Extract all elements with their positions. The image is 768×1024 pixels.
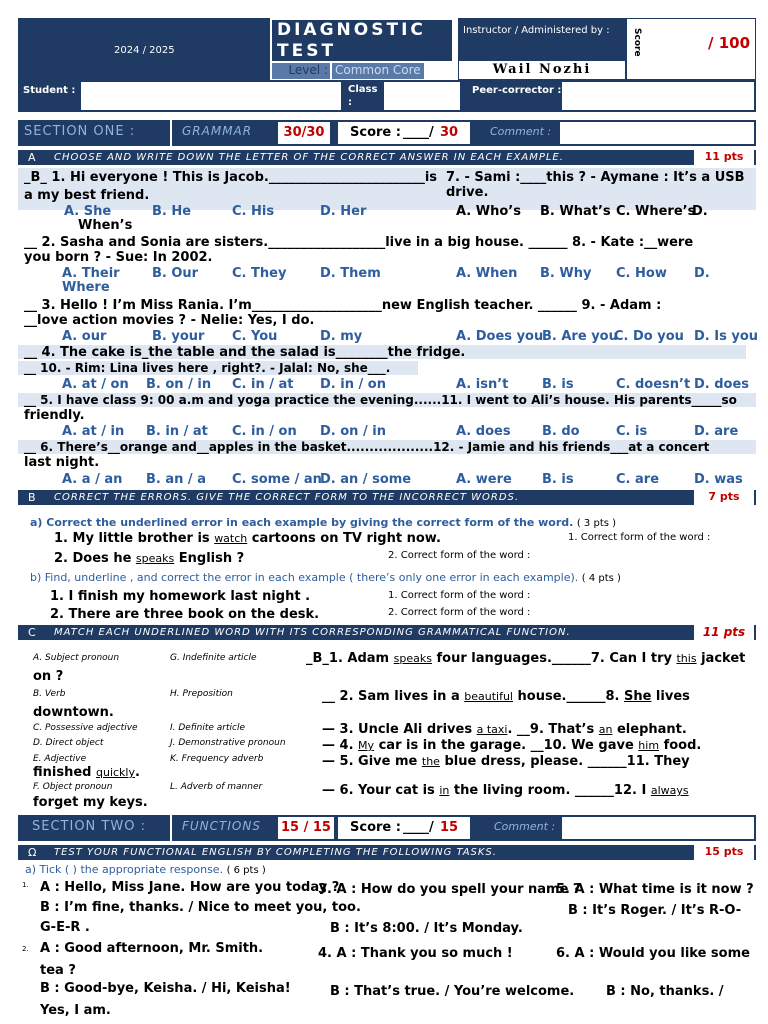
choice[interactable]: D. an / some [320,472,412,487]
match-sentence-text: food. [659,738,702,753]
b-b2-form[interactable]: 2. Correct form of the word : [388,607,531,618]
q3-text: __ 3. Hello ! I’m Miss Rania. I’m____________________new English teacher. ______ 9. - Adam : [24,298,662,313]
section-one-mark: 30/30 [278,122,330,144]
choice[interactable]: C. in / at [232,377,294,392]
match-sentence-text: lives [651,689,690,704]
choice[interactable] [320,204,366,219]
choice[interactable]: C. some / an [232,472,322,487]
part-b-b-pts: ( 4 pts ) [581,573,621,584]
score-label: Score [632,28,642,57]
part-b-letter: B [28,491,36,504]
section-two-score-blank: ____/ [403,820,434,835]
section-divider [170,815,172,841]
peer-corrector-label: Peer-corrector : [472,85,562,96]
test-title-line1: DIAGNOSTIC [272,20,452,41]
dialog-line: 3. A : How do you spell your name ? [318,882,581,897]
choice[interactable]: A. Their [62,266,120,281]
part-omega-a-label [25,863,266,876]
dialog-line: tea ? [40,963,76,978]
function-item: B. Verb [33,689,66,699]
section-one-comment: Comment : [490,125,552,138]
part-a-letter: A [28,151,36,164]
match-sentence-cont: downtown. [33,705,114,720]
dialog-number: 1. [22,881,29,889]
function-item: C. Possessive adjective [33,723,138,733]
match-sentence-text: _B_1. Adam [306,651,394,666]
b-a1 [54,531,441,546]
match-sentence-text: house.______8. [512,689,624,704]
choice[interactable]: B. He [152,204,192,219]
b-a2-form[interactable]: 2. Correct form of the word : [388,550,531,561]
response-option[interactable]: B : That’s true. / You’re welcome. [330,984,575,999]
choice[interactable]: B. do [542,424,580,439]
b-b2: 2. There are three book on the desk. [50,607,320,622]
match-underlined-word: him [638,739,660,752]
part-b-instruction: CORRECT THE ERRORS. GIVE THE CORRECT FORM TO THE INCORRECT WORDS. [54,492,520,503]
part-b-b-label [30,571,621,584]
choice[interactable]: D. Them [320,266,381,281]
student-input[interactable] [81,82,341,110]
b-a2-error: speaks [135,552,175,565]
choice[interactable]: C. They [232,266,287,281]
class-label: Class [348,84,378,95]
b-a2-post: English ? [174,551,245,566]
match-sentence-text: four languages.______7. Can I try [431,651,677,666]
dialog-line: 4. A : Thank you so much ! [318,946,513,961]
choice[interactable]: D. Is you [694,329,759,344]
q6-text-cont: last night. [24,455,100,470]
choice[interactable]: B. Why [540,266,592,281]
choice[interactable]: D. [692,204,708,219]
dialog-line: 6. A : Would you like some [556,946,750,961]
choice[interactable] [232,204,274,219]
section-one-name: GRAMMAR [182,124,253,138]
function-item: H. Preposition [170,689,233,699]
choice[interactable]: B. is [542,377,574,392]
b-a2 [54,551,244,566]
function-item: A. Subject pronoun [33,653,120,663]
choice[interactable]: A. When [456,266,518,281]
choice[interactable]: C. are [616,472,660,487]
q2-text: __ 2. Sasha and Sonia are sisters.__________________live in a big house. ______ 8. - Kate :__were [24,235,694,250]
choice[interactable]: D. in / on [320,377,386,392]
choice[interactable]: B. on / in [146,377,212,392]
choice[interactable]: B. in / at [146,424,208,439]
match-sentence-text: jacket [696,651,746,666]
choice[interactable]: A. does [456,424,511,439]
match-sentence-text: car is in the garage. __10. We gave [374,738,639,753]
choice[interactable]: D. [694,266,710,281]
q1-text: _B_ 1. Hi everyone ! This is Jacob.________________________is [24,170,438,185]
function-item: F. Object pronoun [33,782,113,792]
section-one-score-text: Score : [350,125,401,140]
choice[interactable]: B. your [152,329,205,344]
instructor-label: Instructor / Administered by : [463,25,610,36]
match-sentence-text: — 3. Uncle Ali drives [322,722,477,737]
score-total: / 100 [708,34,751,52]
match-underlined-word: the [421,755,440,768]
choice[interactable]: A. isn’t [456,377,509,392]
dialog-line: A : Good afternoon, Mr. Smith. [40,941,264,956]
dialog-line: G-E-R . [40,920,90,935]
b-a2-pre: 2. Does he [54,551,136,566]
match-underlined-word: My [358,739,375,752]
function-item: J. Demonstrative pronoun [170,738,286,748]
part-omega-letter: Ω [28,846,37,859]
choice[interactable]: A. at / on [62,377,129,392]
response-option[interactable]: B : It’s 8:00. / It’s Monday. [330,921,523,936]
student-label: Student : [23,85,76,96]
section-one-comment-box[interactable] [560,122,754,144]
choice[interactable]: C. in / on [232,424,297,439]
b-b1-form[interactable]: 1. Correct form of the word : [388,590,531,601]
match-sentence-text: blue dress, please. ______11. They [439,754,690,769]
q7-text-cont: drive. [446,185,489,200]
dialog-line: 5. A : What time is it now ? [556,882,754,897]
match-underlined-word: an [598,723,613,736]
q6-text: __ 6. There’s__orange and__apples in the basket...................12. - Jamie and his friends___at a concert [24,440,710,454]
function-item: K. Frequency adverb [170,754,264,764]
match-sentence-text: — 5. Give me [322,754,422,769]
q7-text: 7. - Sami :____this ? - Aymane : It’s a USB [446,170,745,185]
q3-text-cont: __love action movies ? - Nelie: Yes, I do. [24,313,315,328]
level-value: Common Core [332,63,424,79]
b-b1: 1. I finish my homework last night . [50,589,311,604]
function-item: G. Indefinite article [170,653,257,663]
choice[interactable]: D. Her [320,204,367,219]
part-omega-a-pts: ( 6 pts ) [226,865,266,876]
q5-text: __ 5. I have class 9: 00 a.m and yoga practice the evening......11. I went to Ali’s house. His parents_____so [24,393,737,407]
part-omega-a-label-text: a) Tick ( ) the appropriate response. [25,863,224,876]
choice[interactable]: D. are [694,424,739,439]
choice[interactable]: Where [62,280,110,295]
response-option[interactable]: B : No, thanks. / [606,984,724,999]
choice[interactable]: When’s [78,218,133,233]
part-c-pts: 11 pts [694,625,754,640]
level-label: Level : [272,63,330,79]
dialog-number: 2. [22,945,29,953]
match-underlined-word: a taxi [476,723,508,736]
match-underlined-word: always [650,784,689,797]
choice[interactable]: C. Do you [614,329,684,344]
part-a-pts: 11 pts [694,150,754,165]
test-title-line2: TEST [272,41,452,61]
match-sentence-text: elephant. [612,722,687,737]
choice[interactable]: C. You [232,329,278,344]
choice[interactable]: A. She [64,204,112,219]
match-sentence-cont [33,765,140,780]
choice[interactable]: D. does [694,377,750,392]
section-two-comment: Comment : [494,820,556,833]
choice[interactable]: B. is [542,472,574,487]
function-item: I. Definite article [170,723,246,733]
section-one-score-blank: ____/ [403,125,434,140]
section-one-score-total: 30 [440,125,459,140]
response-option[interactable]: B : I’m fine, thanks. / Nice to meet you, too. [40,900,361,915]
section-two-comment-box[interactable] [562,817,754,839]
instructor-name: Wail Nozhi [458,60,626,80]
choice[interactable] [64,204,111,219]
part-c-letter: C [28,626,36,639]
match-underlined-word: speaks [393,652,432,665]
b-a1-error: watch [214,532,248,545]
match-sentence [306,651,745,666]
response-option[interactable]: Yes, I am. [40,1003,111,1018]
part-omega-pts: 15 pts [694,845,754,860]
section-two-name: FUNCTIONS [182,819,261,833]
class-input[interactable] [384,82,460,110]
match-sentence-text: finished [33,765,96,780]
part-b-a-label [30,516,616,529]
choice[interactable]: C. doesn’t [616,377,691,392]
choice[interactable]: A. a / an [62,472,123,487]
match-sentence-text: . [135,765,140,780]
choice[interactable]: C. How [616,266,667,281]
match-sentence-text: . __9. That’s [507,722,599,737]
section-two-mark: 15 / 15 [278,817,334,839]
choice[interactable]: D. my [320,329,363,344]
choice[interactable]: D. was [694,472,743,487]
q2-text-cont: you born ? - Sue: In 2002. [24,250,213,265]
q4-text: __ 4. The cake is_the table and the salad is________the fridge. [24,345,466,360]
school-year: 2024 / 2025 [114,45,175,56]
dialog-line: A : Hello, Miss Jane. How are you today ? [40,880,340,895]
choice[interactable]: C. His [232,204,275,219]
match-sentence [322,722,687,737]
choice[interactable]: B. Our [152,266,199,281]
function-item: E. Adjective [33,754,87,764]
part-a-instruction: CHOOSE AND WRITE DOWN THE LETTER OF THE CORRECT ANSWER IN EACH EXAMPLE. [54,152,564,163]
part-c-instruction: MATCH EACH UNDERLINED WORD WITH ITS CORRESPONDING GRAMMATICAL FUNCTION. [54,627,571,638]
match-underlined-word: quickly [96,766,135,779]
peer-corrector-input[interactable] [562,82,754,110]
section-one-label: SECTION ONE : [24,124,136,139]
choice[interactable]: B. What’s [540,204,611,219]
choice[interactable]: B. an / a [146,472,206,487]
response-option[interactable]: B : Good-bye, Keisha. / Hi, Keisha! [40,981,291,996]
class-colon: : [348,97,352,108]
b-a1-pre: 1. My little brother is [54,531,215,546]
match-sentence [322,738,701,753]
match-underlined-word: She [623,689,652,704]
match-underlined-word: this [676,652,697,665]
part-b-a-label-text: a) Correct the underlined error in each example by giving the correct form of the word. [30,516,574,529]
match-sentence [322,689,690,704]
choice[interactable]: D. on / in [320,424,386,439]
function-item: L. Adverb of manner [170,782,263,792]
q10-text: __ 10. - Rim: Lina lives here , right?. - Jalal: No, she___. [24,361,391,375]
choice[interactable]: A. our [62,329,107,344]
match-sentence-text: __ 2. Sam lives in a [322,689,465,704]
section-two-score-text: Score : [350,820,401,835]
match-underlined-word: beautiful [464,690,513,703]
choice[interactable]: A. Who’s [456,204,521,219]
b-a1-post: cartoons on TV right now. [247,531,441,546]
match-underlined-word: in [439,784,450,797]
part-b-a-pts: ( 3 pts ) [576,518,617,529]
response-option[interactable]: B : It’s Roger. / It’s R-O- [568,903,742,918]
section-divider [170,120,172,146]
choice[interactable]: C. is [616,424,648,439]
match-sentence-text: the living room. ______12. I [449,783,651,798]
section-two-score-total: 15 [440,820,459,835]
match-sentence [322,783,689,798]
b-a1-form[interactable]: 1. Correct form of the word : [568,532,711,543]
match-sentence [322,754,690,769]
choice[interactable]: A. Does you [456,329,544,344]
choice[interactable]: B. Are you [542,329,618,344]
choice[interactable]: C. Where’s [616,204,696,219]
match-sentence-cont: on ? [33,669,64,684]
match-sentence-text: — 6. Your cat is [322,783,440,798]
q5-text-cont: friendly. [24,408,85,423]
match-sentence-cont: forget my keys. [33,795,148,810]
part-b-b-label-text: b) Find, underline , and correct the error in each example ( there’s only one error in each example). [30,571,579,584]
match-sentence-text: — 4. [322,738,359,753]
function-item: D. Direct object [33,738,104,748]
part-b-pts: 7 pts [694,490,754,505]
choice[interactable]: A. at / in [62,424,125,439]
section-two-label: SECTION TWO : [32,819,146,834]
choice[interactable] [152,204,191,219]
part-omega-instruction: TEST YOUR FUNCTIONAL ENGLISH BY COMPLETING THE FOLLOWING TASKS. [54,847,497,858]
q1-text-cont: a my best friend. [24,188,150,203]
choice[interactable]: A. were [456,472,512,487]
